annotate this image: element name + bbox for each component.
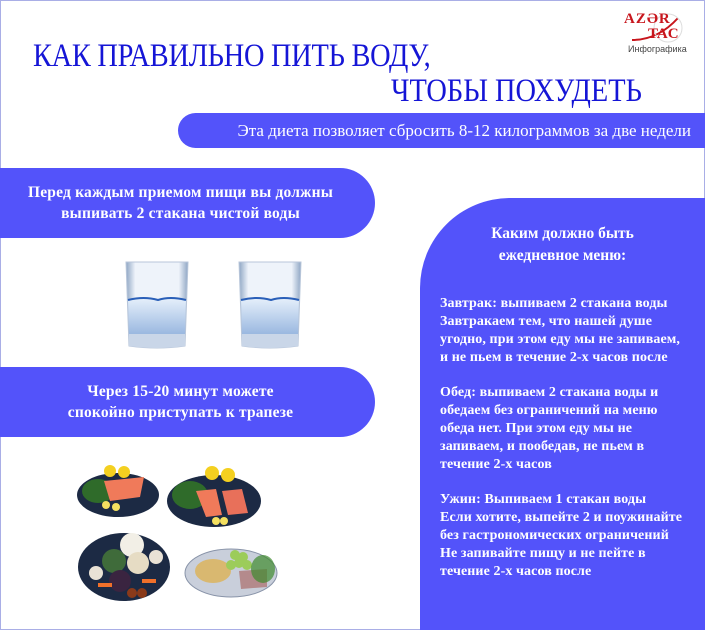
breakfast-line: и не пьем в течение 2-х часов после: [440, 350, 668, 365]
dinner-line: Если хотите, выпейте 2 и поужинайте: [440, 510, 683, 525]
step2-line2: спокойно приступать к трапезе: [67, 404, 294, 421]
breakfast-section: [440, 295, 680, 367]
diet-summary-banner: Эта диета позволяет сбросить 8-12 килограммов за две недели: [178, 113, 705, 148]
step1-line2: выпивать 2 стакана чистой воды: [61, 205, 300, 222]
menu-heading-line1: Каким должно быть: [491, 225, 634, 242]
step2-line1: Через 15-20 минут можете: [87, 383, 274, 400]
step1-banner: [0, 168, 375, 238]
salmon-steak-plate-icon: [166, 463, 262, 529]
lunch-line: запиваем, и пообедав, не пьем в: [440, 439, 645, 454]
lunch-line: обеда нет. При этом еду мы не: [440, 421, 633, 436]
azertac-logo: [612, 8, 702, 56]
dinner-line: течение 2-х часов после: [440, 564, 592, 579]
logo-subtitle: Инфографика: [628, 44, 687, 54]
page-title-line2: ЧТОБЫ ПОХУДЕТЬ: [391, 73, 642, 109]
salmon-plate-icon: [76, 463, 160, 519]
daily-menu-panel: [420, 198, 705, 630]
appetizer-platter-icon: [76, 527, 172, 603]
breakfast-line: Завтракаем тем, что нашей душе: [440, 314, 653, 329]
dinner-line: Ужин: Выпиваем 1 стакан воды: [440, 492, 647, 507]
lunch-section: [440, 384, 658, 474]
lunch-line: течение 2-х часов: [440, 457, 552, 472]
menu-heading: [420, 223, 705, 267]
lunch-line: обедаем без ограничений на меню: [440, 403, 658, 418]
logo-azer: AZƏR: [624, 11, 671, 27]
step1-line1: Перед каждым приемом пищи вы должны: [27, 184, 334, 201]
dinner-line: без гастрономических ограничений: [440, 528, 669, 543]
page-title-line1: КАК ПРАВИЛЬНО ПИТЬ ВОДУ,: [33, 38, 431, 74]
glass-of-water-icon: [237, 260, 303, 350]
dinner-line: Не запивайте пищу и не пейте в: [440, 546, 646, 561]
breakfast-line: Завтрак: выпиваем 2 стакана воды: [440, 296, 668, 311]
logo-tac: TAC: [648, 26, 679, 42]
glass-of-water-icon: [124, 260, 190, 350]
dinner-section: [440, 491, 682, 581]
meat-grapes-plate-icon: [183, 543, 281, 603]
breakfast-line: угодно, при этом еду мы не запиваем,: [440, 332, 681, 347]
menu-heading-line2: ежедневное меню:: [498, 247, 627, 264]
lunch-line: Обед: выпиваем 2 стакана воды и: [440, 385, 659, 400]
step2-banner: [0, 367, 375, 437]
